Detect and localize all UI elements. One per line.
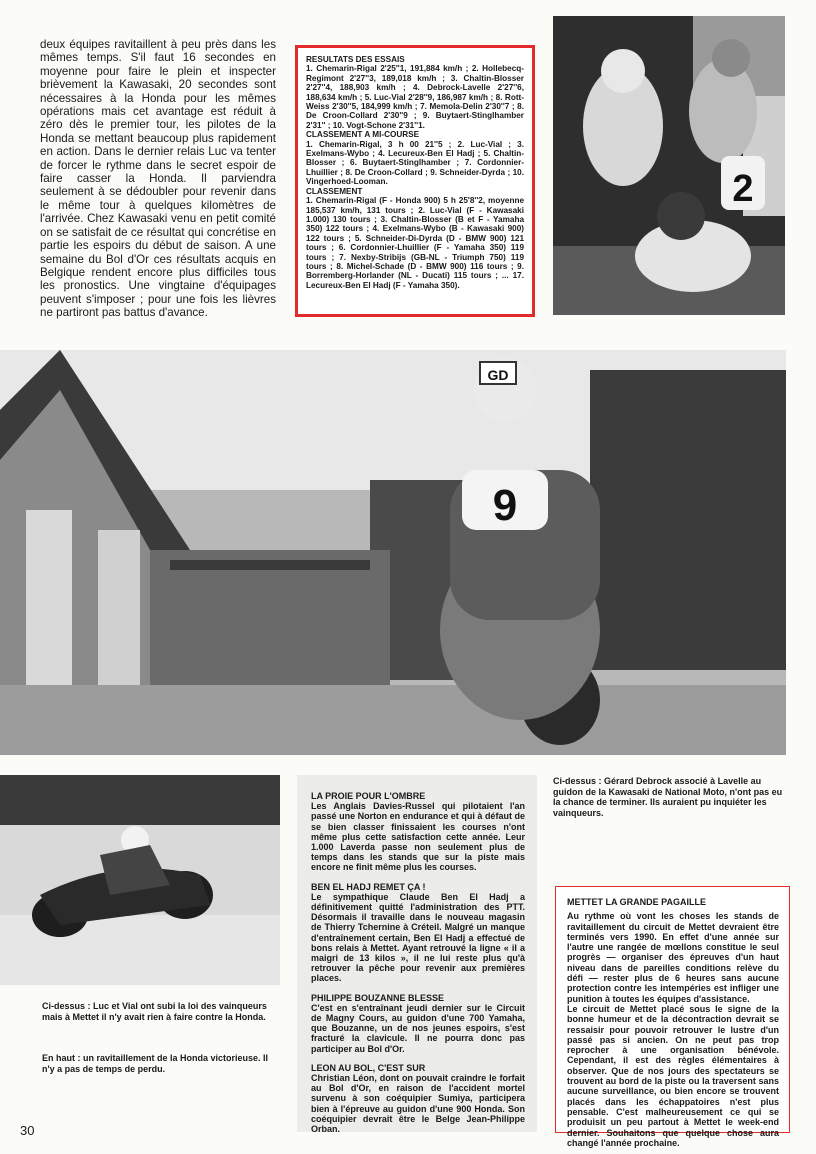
- pit-stop-photo: [553, 16, 785, 315]
- mettet-paragraph-1: Au rythme où vont les choses les stands de ravitaillement du circuit de Mettet devraient être terminés vers 1990. En effet d'une année sur l'autre une rangée de mœllons constitue le seul progrès — organiser des épreuves d'un haut niveau dans de pareilles conditions relève du défi — rester plus de 6 heures sans aucune protection contre les intempéries est infliger une punition à toutes les équipes d'assistance.: [567, 911, 779, 1004]
- intro-text: deux équipes ravitaillent à peu près dans les mêmes temps. S'il faut 16 secondes en moyenne pour faire le plein et inspecter brièvement la Kawasaki, 20 secondes sont nécessaires à la Honda pour les mêmes opérations mais cet avantage est réduit à zéro dès le premier tour, les pilotes de la Honda se mettant beaucoup plus rapidement en action. Dans le dernier relais Luc va tenter de forcer le rythme dans le secret espoir de faire casser la Honda. Il parviendra seulement à se dédoubler pour revenir dans le même tour à quelques kilomètres de l'arrivée. Chez Kawasaki venu en petit comité on se satisfait de ce résultat qui concrétise en partie les espoirs du début de saison. A une semaine du Bol d'Or ces résultats acquis en Belgique rendent encore plus difficiles tous les pronostics. Une vingtaine d'équipages peuvent s'imposer ; pour une fois les lièvres ne partiront pas battus d'avance.: [40, 38, 276, 320]
- brief-text: C'est en s'entraînant jeudi dernier sur le Circuit de Magny Cours, au guidon d'une 700 Yamaha, que Bouzanne, un de nos jeunes espoirs, s'est fracturé la clavicule. Il ne pourra donc pas participer au Bol d'Or.: [311, 1002, 525, 1054]
- classement-title: CLASSEMENT: [306, 186, 363, 196]
- mi-course-title: CLASSEMENT A MI-COURSE: [306, 130, 420, 140]
- race-number-plate: 9: [492, 481, 518, 530]
- brief-text: Christian Léon, dont on pouvait craindre le forfait au Bol d'Or, en raison de l'accident mortel survenu à son coéquipier Sumiya, participera bien à l'épreuve au guidon d'une 900 Honda. Son coéquipier devrait être le Belge Jean-Philippe Orban.: [311, 1073, 525, 1135]
- brief-title: LA PROIE POUR L'OMBRE: [311, 791, 426, 801]
- briefs-panel: [297, 775, 537, 1135]
- mettet-paragraph-2: Le circuit de Mettet placé sous le signe de la bonne humeur et de la décontraction devrait se ressaisir pour pouvoir retrouver le lustre d'un passé pas si ancien. On ne peut pas trop reprocher à une organisation bénévole. Cependant, il est des règles élémentaires à observer. Que de nos jours des spectateurs se trouvent au bord de la piste ou la traversent sans aucune surveillance, ou bien encore se trouvent placés dans les échappatoires n'est plus pensable. C'est malheureusement ce qui se produisit un peu partout à Mettet le week-end dernier. Souhaitons que quelque chose aura changé l'année prochaine.: [567, 1003, 779, 1148]
- caption-luc-vial: Ci-dessus : Luc et Vial ont subi la loi des vainqueurs mais à Mettet il n'y avait rien à faire contre la Honda.: [42, 1001, 267, 1022]
- caption-debrock: Ci-dessus : Gérard Debrock associé à Lavelle au guidon de la Kawasaki de National Moto, n'ont pas eu la chance de terminer. Ils auraient pu inquiéter les vainqueurs.: [553, 776, 783, 818]
- page-number: 30: [20, 1123, 35, 1138]
- race-photo: [0, 350, 786, 755]
- mettet-box: [555, 886, 790, 1148]
- essais-title: RESULTATS DES ESSAIS: [306, 55, 405, 64]
- brief-title: LEON AU BOL, C'EST SUR: [311, 1062, 426, 1073]
- luc-vial-photo: [0, 775, 280, 985]
- helmet-letters: GD: [487, 367, 509, 383]
- classement-text: 1. Chemarin-Rigal (F - Honda 900) 5 h 25'8''2, moyenne 185,537 km/h, 131 tours ; 2. Luc-Vial (F - Kawasaki 1.000) 130 tours ; 3. Chaltin-Blosser (B et F - Yamaha 350) 122 tours ; 4. Exelmans-Wybo (B - Kawasaki 900) 122 tours ; 5. Schneider-Di-Dyrda (D - BMW 900) 121 tours ; 6. Cordonnier-Lhuillier (F - Yamaha 350) 119 tours ; 7. Nexby-Stribijs (GB-NL - Triumph 750) 119 tours ; 8. Michel-Schade (D - BMW 900) 116 tours ; 9. Borremberg-Horlander (NL - Ducati) 115 tours ; ... 17. Lecureux-Ben El Hadj (F - Yamaha 350).: [306, 196, 524, 290]
- caption-ravitaillement: En haut : un ravitaillement de la Honda victorieuse. Il n'y a pas de temps de perdu.: [42, 1053, 269, 1074]
- brief-title: BEN EL HADJ REMET ÇA !: [311, 881, 426, 892]
- pit-number-plate: 2: [732, 168, 754, 210]
- mi-course-text: 1. Chemarin-Rigal, 3 h 00 21''5 ; 2. Luc-Vial ; 3. Exelmans-Wybo ; 4. Lecureux-Ben El Hadj ; 5. Chaltin-Blosser ; 6. Buytaert-Stinglhamber ; 7. Cordonnier-Lhuillier ; 8. De Croon-Collard ; 9. Schneider-Dyrda ; 10. Vingerhoed-Looman.: [306, 139, 524, 187]
- brief-text: Le sympathique Claude Ben El Hadj a définitivement quitté l'administration des PTT. Désormais il travaille dans le nouveau magasin de Thierry Tchernine à Créteil. Malgré un manque d'entraînement certain, Ben El Hadj a effectué de bons relais à Mettet. Ayant retrouvé la ligne « il a maigri de 13 kilos », il ne lui reste plus qu'à retrouver la pêche pour revenir aux premières places.: [311, 891, 525, 984]
- essais-text: 1. Chemarin-Rigal 2'25''1, 191,884 km/h ; 2. Hollebecq-Regimont 2'27''3, 189,018 km/h ; 3. Chaltin-Blosser 2'27''4, 188,903 km/h ; 4. Debrock-Lavelle 2'27''6, 188,634 km/h ; 5. Luc-Vial 2'28''9, 186,987 km/h ; 8. Rott-Weiss 2'30''5, 184,999 km/h ; 7. Memola-Delin 2'30''7 ; 8. De Croon-Collard 2'30''9 ; 9. Buytaert-Stinglhamber 2'31'' ; 10. Vogt-Schone 2'31''1.: [306, 64, 524, 130]
- brief-text: Les Anglais Davies-Russel qui pilotaient l'an passé une Norton en endurance et qui à défaut de se bien classer finissaient les courses n'ont même plus cette satisfaction cette année. Leur 1.000 Laverda passe non seulement plus de temps dans les stands que sur la piste mais encore ne finit même plus les courses.: [311, 801, 525, 873]
- brief-title: PHILIPPE BOUZANNE BLESSE: [311, 992, 445, 1003]
- results-box: [295, 45, 535, 317]
- mettet-title: METTET LA GRANDE PAGAILLE: [567, 897, 706, 907]
